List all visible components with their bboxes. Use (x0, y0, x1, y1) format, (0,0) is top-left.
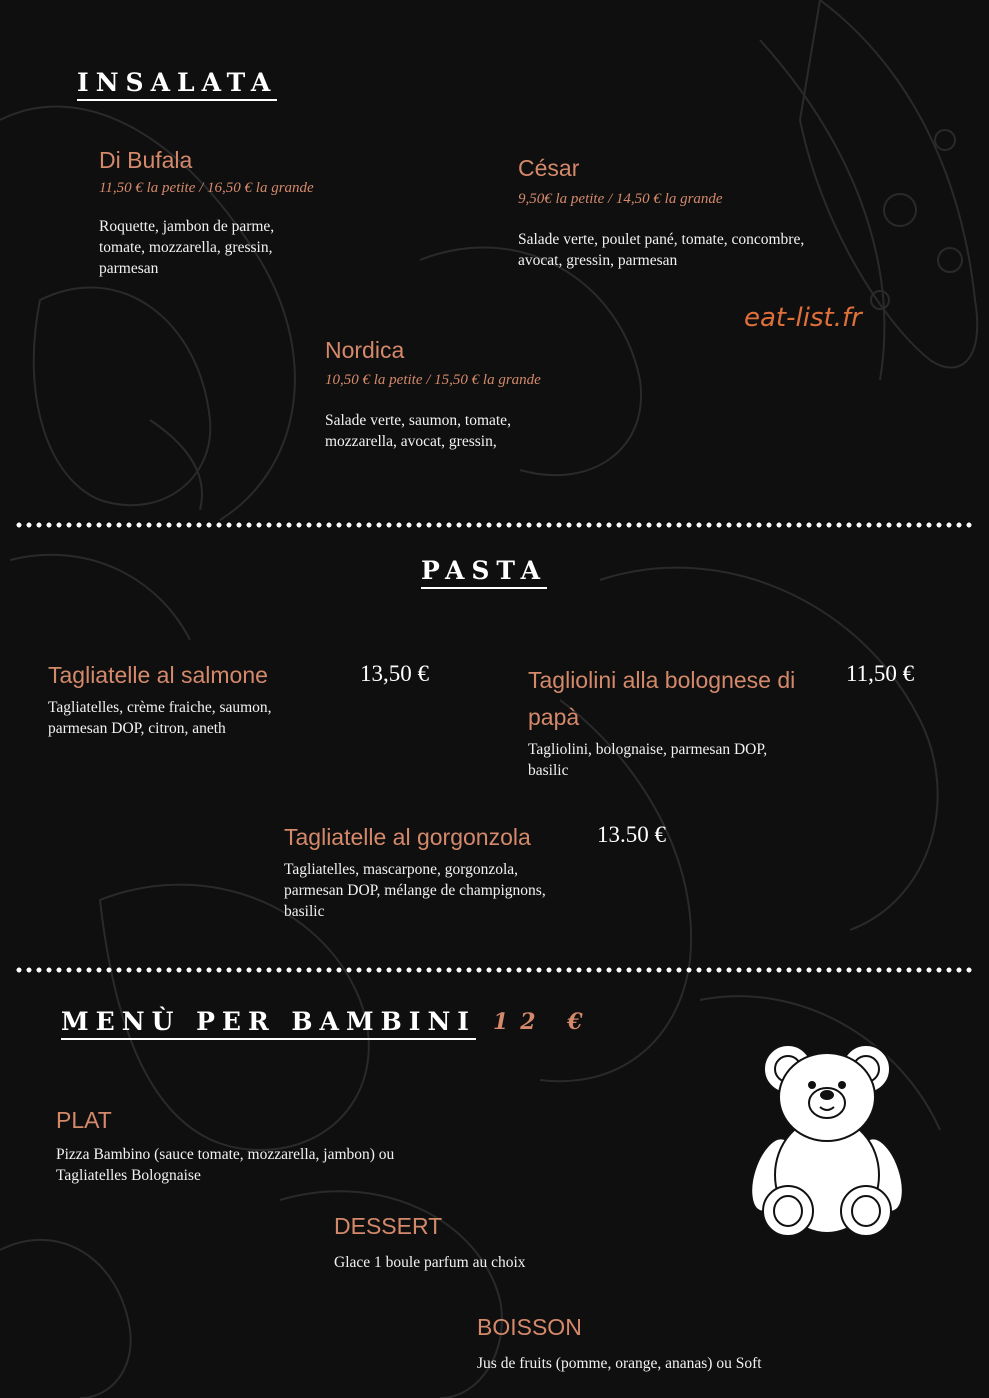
kids-dessert-description: Glace 1 boule parfum au choix (334, 1254, 526, 1271)
dish-description: Tagliolini, bolognaise, parmesan DOP, basilic (528, 741, 768, 779)
dish-price: 13.50 € (597, 822, 666, 847)
section-divider (14, 521, 972, 529)
dish-tagliatelle-al-salmone (48, 662, 338, 739)
kids-plat-description: Pizza Bambino (sauce tomate, mozzarella, jambon) ou Tagliatelles Bolognaise (56, 1146, 395, 1184)
dish-name: Di Bufala (99, 147, 193, 173)
dish-name: Tagliolini alla bolognese di papà (528, 667, 796, 730)
dish-name: César (518, 155, 580, 181)
kids-plat (56, 1107, 436, 1186)
dish-tagliatelle-al-gorgonzola (284, 824, 574, 922)
kids-plat-label: PLAT (56, 1107, 112, 1133)
dish-price: 13,50 € (360, 661, 429, 686)
dish-di-bufala (99, 147, 399, 279)
dish-price: 11,50 € (846, 661, 915, 686)
dish-nordica (325, 337, 625, 452)
section-title-bambini: MENÙ PER BAMBINI (61, 1007, 476, 1040)
dish-description: Salade verte, saumon, tomate, mozzarella, avocat, gressin, (325, 412, 511, 450)
kids-boisson (477, 1314, 837, 1374)
dish-description: Salade verte, poulet pané, tomate, concombre, avocat, gressin, parmesan (518, 231, 805, 269)
kids-boisson-label: BOISSON (477, 1314, 582, 1340)
dish-cesar (518, 155, 838, 271)
section-divider (14, 966, 972, 974)
dish-name: Tagliatelle al salmone (48, 662, 268, 688)
dish-price: 9,50€ la petite / 14,50 € la grande (518, 191, 723, 207)
section-title-pasta: PASTA (421, 556, 547, 589)
kids-dessert (334, 1213, 634, 1273)
dish-description: Roquette, jambon de parme, tomate, mozzarella, gressin, parmesan (99, 218, 275, 277)
kids-boisson-description: Jus de fruits (pomme, orange, ananas) ou Soft (477, 1355, 762, 1372)
teddy-bear-icon (752, 1035, 902, 1240)
dish-price: 11,50 € la petite / 16,50 € la grande (99, 180, 314, 196)
watermark-text: eat-list.fr (744, 303, 862, 333)
dish-tagliolini-alla-bolognese (528, 662, 808, 781)
dish-price: 10,50 € la petite / 15,50 € la grande (325, 372, 541, 388)
section-title-insalata: INSALATA (77, 68, 277, 101)
dish-description: Tagliatelles, crème fraiche, saumon, parmesan DOP, citron, aneth (48, 699, 272, 737)
dish-name: Tagliatelle al gorgonzola (284, 824, 531, 850)
dish-description: Tagliatelles, mascarpone, gorgonzola, parmesan DOP, mélange de champignons, basilic (284, 861, 546, 920)
kids-dessert-label: DESSERT (334, 1213, 443, 1239)
dish-name: Nordica (325, 337, 405, 363)
kids-menu-price: 12 € (493, 1009, 595, 1035)
